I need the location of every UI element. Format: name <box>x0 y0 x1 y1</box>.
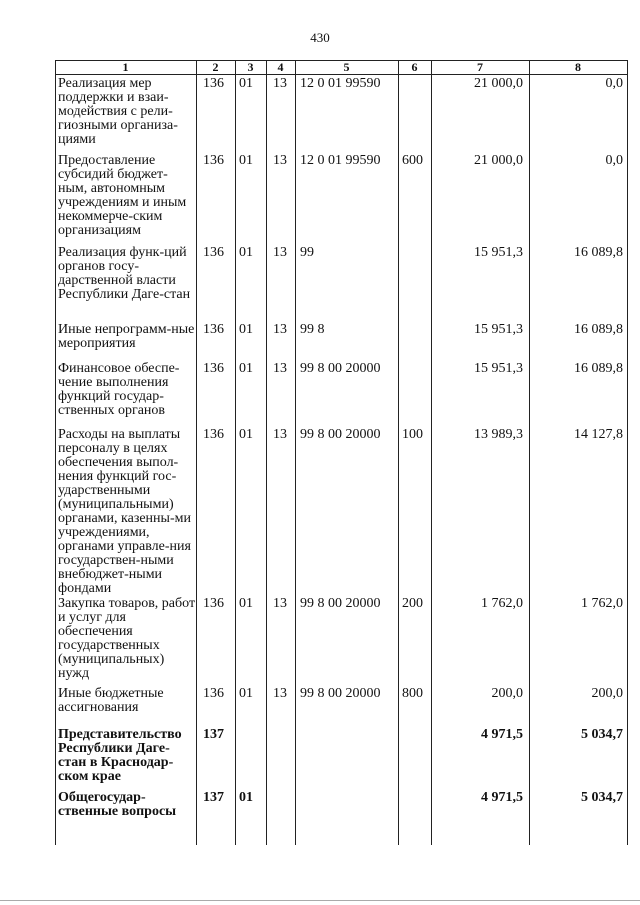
cell-name: Реализация мер поддержки и взаи-модействия с рели-гиозными организа-циями <box>58 76 178 147</box>
cell-col4: 13 <box>273 245 287 260</box>
cell-col7: 4 971,5 <box>481 727 523 742</box>
column-divider <box>431 60 432 845</box>
column-header: 7 <box>477 60 483 74</box>
cell-col2: 136 <box>203 245 224 260</box>
cell-col3: 01 <box>239 596 253 611</box>
cell-col8: 200,0 <box>591 686 623 701</box>
cell-col3: 01 <box>239 245 253 260</box>
column-divider <box>295 60 296 845</box>
cell-col7: 13 989,3 <box>474 427 523 442</box>
cell-name: Расходы на выплаты персоналу в целях обеспечения выпол-нения функций гос-ударственными (муниципальными) органами, казенны-ми учреждениями, органами управле-ния государствен-ными внебюджет-ными фондами <box>58 427 191 596</box>
cell-col3: 01 <box>239 790 253 805</box>
cell-col5: 99 8 <box>300 322 325 337</box>
cell-col2: 136 <box>203 76 224 91</box>
cell-col4: 13 <box>273 427 287 442</box>
column-header: 6 <box>411 60 418 74</box>
cell-col4: 13 <box>273 596 287 611</box>
cell-col2: 136 <box>203 596 224 611</box>
cell-name: Реализация функ-ций органов госу-дарственной власти Республики Даге-стан <box>58 245 191 302</box>
cell-col5: 99 8 00 20000 <box>300 361 381 376</box>
cell-col5: 12 0 01 99590 <box>300 76 381 91</box>
cell-col3: 01 <box>239 322 253 337</box>
cell-col7: 21 000,0 <box>474 76 523 91</box>
column-header: 5 <box>343 60 350 74</box>
cell-col7: 1 762,0 <box>481 596 523 611</box>
cell-col2: 136 <box>203 322 224 337</box>
cell-col2: 137 <box>203 790 224 805</box>
column-header: 1 <box>122 60 129 74</box>
column-header: 8 <box>575 60 581 74</box>
cell-col4: 13 <box>273 322 287 337</box>
cell-col5: 99 <box>300 245 314 260</box>
column-divider <box>398 60 399 845</box>
cell-col2: 136 <box>203 686 224 701</box>
cell-col3: 01 <box>239 361 253 376</box>
cell-name: Иные непрограмм-ные мероприятия <box>58 322 195 351</box>
cell-col5: 99 8 00 20000 <box>300 686 381 701</box>
page-number: 430 <box>310 30 330 45</box>
cell-col7: 200,0 <box>491 686 523 701</box>
cell-col5: 12 0 01 99590 <box>300 153 381 168</box>
cell-col7: 15 951,3 <box>474 245 523 260</box>
cell-col3: 01 <box>239 427 253 442</box>
cell-name: Общегосудар-ственные вопросы <box>58 790 177 819</box>
cell-col8: 0,0 <box>605 153 623 168</box>
cell-col4: 13 <box>273 153 287 168</box>
cell-col6: 100 <box>402 427 423 442</box>
cell-col2: 137 <box>203 727 224 742</box>
cell-col6: 800 <box>402 686 423 701</box>
cell-col3: 01 <box>239 686 253 701</box>
cell-col4: 13 <box>273 686 287 701</box>
header-divider <box>55 74 628 75</box>
cell-col2: 136 <box>203 361 224 376</box>
cell-col8: 14 127,8 <box>574 427 623 442</box>
cell-name: Иные бюджетные ассигнования <box>58 686 164 715</box>
cell-col7: 15 951,3 <box>474 361 523 376</box>
cell-col2: 136 <box>203 427 224 442</box>
cell-name: Представительство Республики Даге-стан в Краснодар-ском крае <box>58 727 182 784</box>
table-border-left <box>55 60 56 845</box>
cell-col8: 5 034,7 <box>581 727 623 742</box>
cell-col8: 0,0 <box>605 76 623 91</box>
budget-table <box>55 60 628 845</box>
cell-col8: 16 089,8 <box>574 361 623 376</box>
column-divider <box>529 60 530 845</box>
cell-col5: 99 8 00 20000 <box>300 427 381 442</box>
cell-col7: 21 000,0 <box>474 153 523 168</box>
cell-col6: 600 <box>402 153 423 168</box>
cell-col5: 99 8 00 20000 <box>300 596 381 611</box>
column-header: 2 <box>212 60 219 74</box>
cell-col4: 13 <box>273 361 287 376</box>
cell-name: Предоставление субсидий бюджет-ным, автономным учреждениям и иным некоммерче-ским организациям <box>58 153 187 238</box>
cell-col3: 01 <box>239 76 253 91</box>
cell-name: Закупка товаров, работ и услуг для обеспечения государственных (муниципальных) нужд <box>58 596 196 681</box>
page-bottom-rule <box>0 900 640 901</box>
cell-col8: 16 089,8 <box>574 322 623 337</box>
column-header: 3 <box>247 60 254 74</box>
cell-col8: 1 762,0 <box>581 596 623 611</box>
column-divider <box>196 60 197 845</box>
cell-col6: 200 <box>402 596 423 611</box>
cell-col7: 15 951,3 <box>474 322 523 337</box>
cell-col3: 01 <box>239 153 253 168</box>
column-divider <box>266 60 267 845</box>
cell-name: Финансовое обеспе-чение выполнения функций государ-ственных органов <box>58 361 180 418</box>
cell-col8: 16 089,8 <box>574 245 623 260</box>
cell-col7: 4 971,5 <box>481 790 523 805</box>
table-border-right <box>627 60 628 845</box>
cell-col8: 5 034,7 <box>581 790 623 805</box>
cell-col2: 136 <box>203 153 224 168</box>
column-header: 4 <box>277 60 284 74</box>
cell-col4: 13 <box>273 76 287 91</box>
